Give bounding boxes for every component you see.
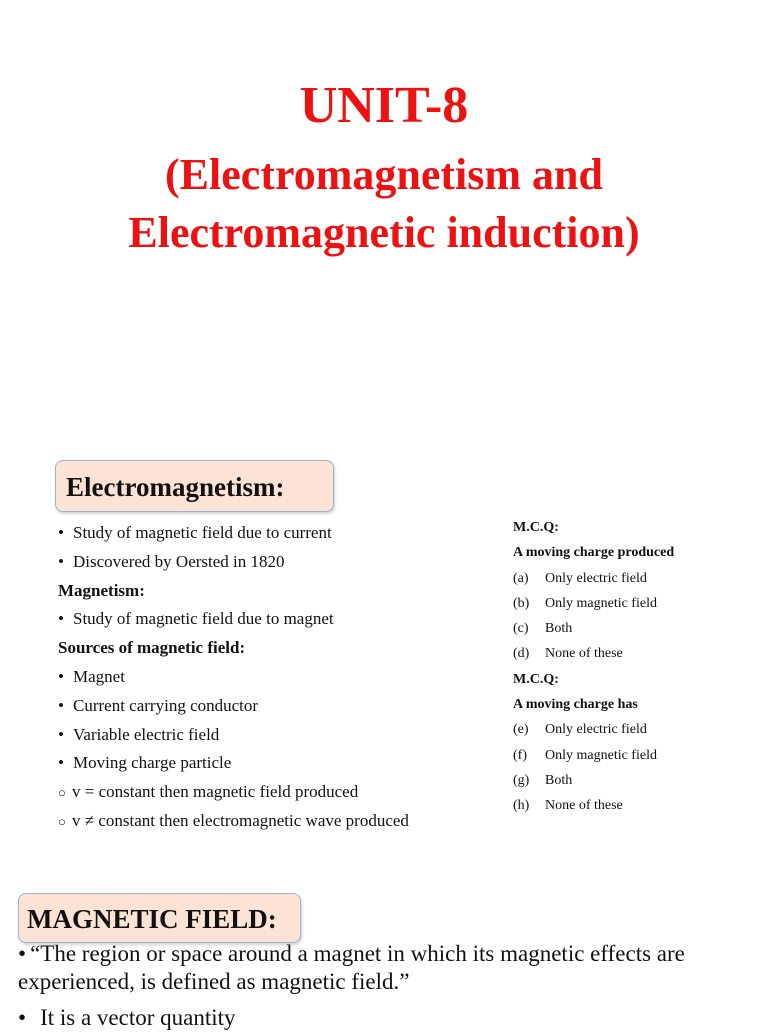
mcq-question: A moving charge produced <box>513 545 675 561</box>
option-letter: (b) <box>513 595 530 611</box>
sub-list-item: ○ v ≠ constant then electromagnetic wave produced <box>58 807 498 836</box>
option-text: Only magnetic field <box>545 747 657 763</box>
magnetism-heading: Magnetism: <box>58 580 145 600</box>
list-item: • Current carrying conductor <box>58 692 498 721</box>
mcq-option <box>513 591 763 616</box>
option-text: Only magnetic field <box>545 595 657 611</box>
mcq-question: A moving charge has <box>513 697 638 713</box>
option-text: Both <box>545 621 573 637</box>
sources-heading: Sources of magnetic field: <box>58 638 246 658</box>
unit-title: UNIT-8 <box>299 77 469 134</box>
definition-text: “The region or space around a magnet in which its magnetic effects are experienced, is defined as magnetic field.” <box>18 941 685 994</box>
subtitle-line-2: Electromagnetic induction) <box>128 208 640 257</box>
option-letter: (c) <box>513 621 529 637</box>
mcq-option <box>513 717 763 742</box>
bullet-icon: • <box>18 1005 27 1030</box>
option-letter: (f) <box>513 747 527 763</box>
option-text: Both <box>545 772 573 788</box>
title-block <box>0 74 768 262</box>
sub-list-item: ○ v = constant then magnetic field produced <box>58 778 498 807</box>
mcq-panel <box>513 515 763 819</box>
option-text: None of these <box>545 798 623 814</box>
option-letter: (e) <box>513 722 529 738</box>
mcq-option <box>513 793 763 818</box>
option-letter: (a) <box>513 570 529 586</box>
list-item: • Discovered by Oersted in 1820 <box>58 548 498 577</box>
option-letter: (g) <box>513 772 530 788</box>
subtitle-line-1: (Electromagnetism and <box>165 150 603 199</box>
mcq-option <box>513 566 763 591</box>
list-item: • Study of magnetic field due to current <box>58 519 498 548</box>
option-text: None of these <box>545 646 623 662</box>
bullet-icon: • <box>18 941 27 966</box>
mcq-label: M.C.Q: <box>513 671 559 687</box>
electromagnetism-heading: Electromagnetism: <box>55 460 334 512</box>
electromagnetism-notes <box>58 519 498 836</box>
magnetic-field-heading: MAGNETIC FIELD: <box>18 893 301 943</box>
list-item: • Variable electric field <box>58 721 498 750</box>
mcq-label: M.C.Q: <box>513 520 559 535</box>
mcq-option <box>513 616 763 641</box>
option-text: Only electric field <box>545 570 647 586</box>
mcq-option <box>513 641 763 666</box>
magnetic-field-notes <box>18 940 758 1032</box>
list-item <box>18 1004 758 1032</box>
list-item: • Magnet <box>58 663 498 692</box>
option-letter: (h) <box>513 798 530 814</box>
list-item: • Study of magnetic field due to magnet <box>58 605 498 634</box>
option-letter: (d) <box>513 646 530 662</box>
list-item-text: It is a vector quantity <box>40 1005 236 1030</box>
mcq-option <box>513 768 763 793</box>
list-item: • Moving charge particle <box>58 749 498 778</box>
unit-subtitle <box>0 146 768 262</box>
option-text: Only electric field <box>545 722 647 738</box>
definition-paragraph <box>18 940 758 996</box>
mcq-option <box>513 743 763 768</box>
